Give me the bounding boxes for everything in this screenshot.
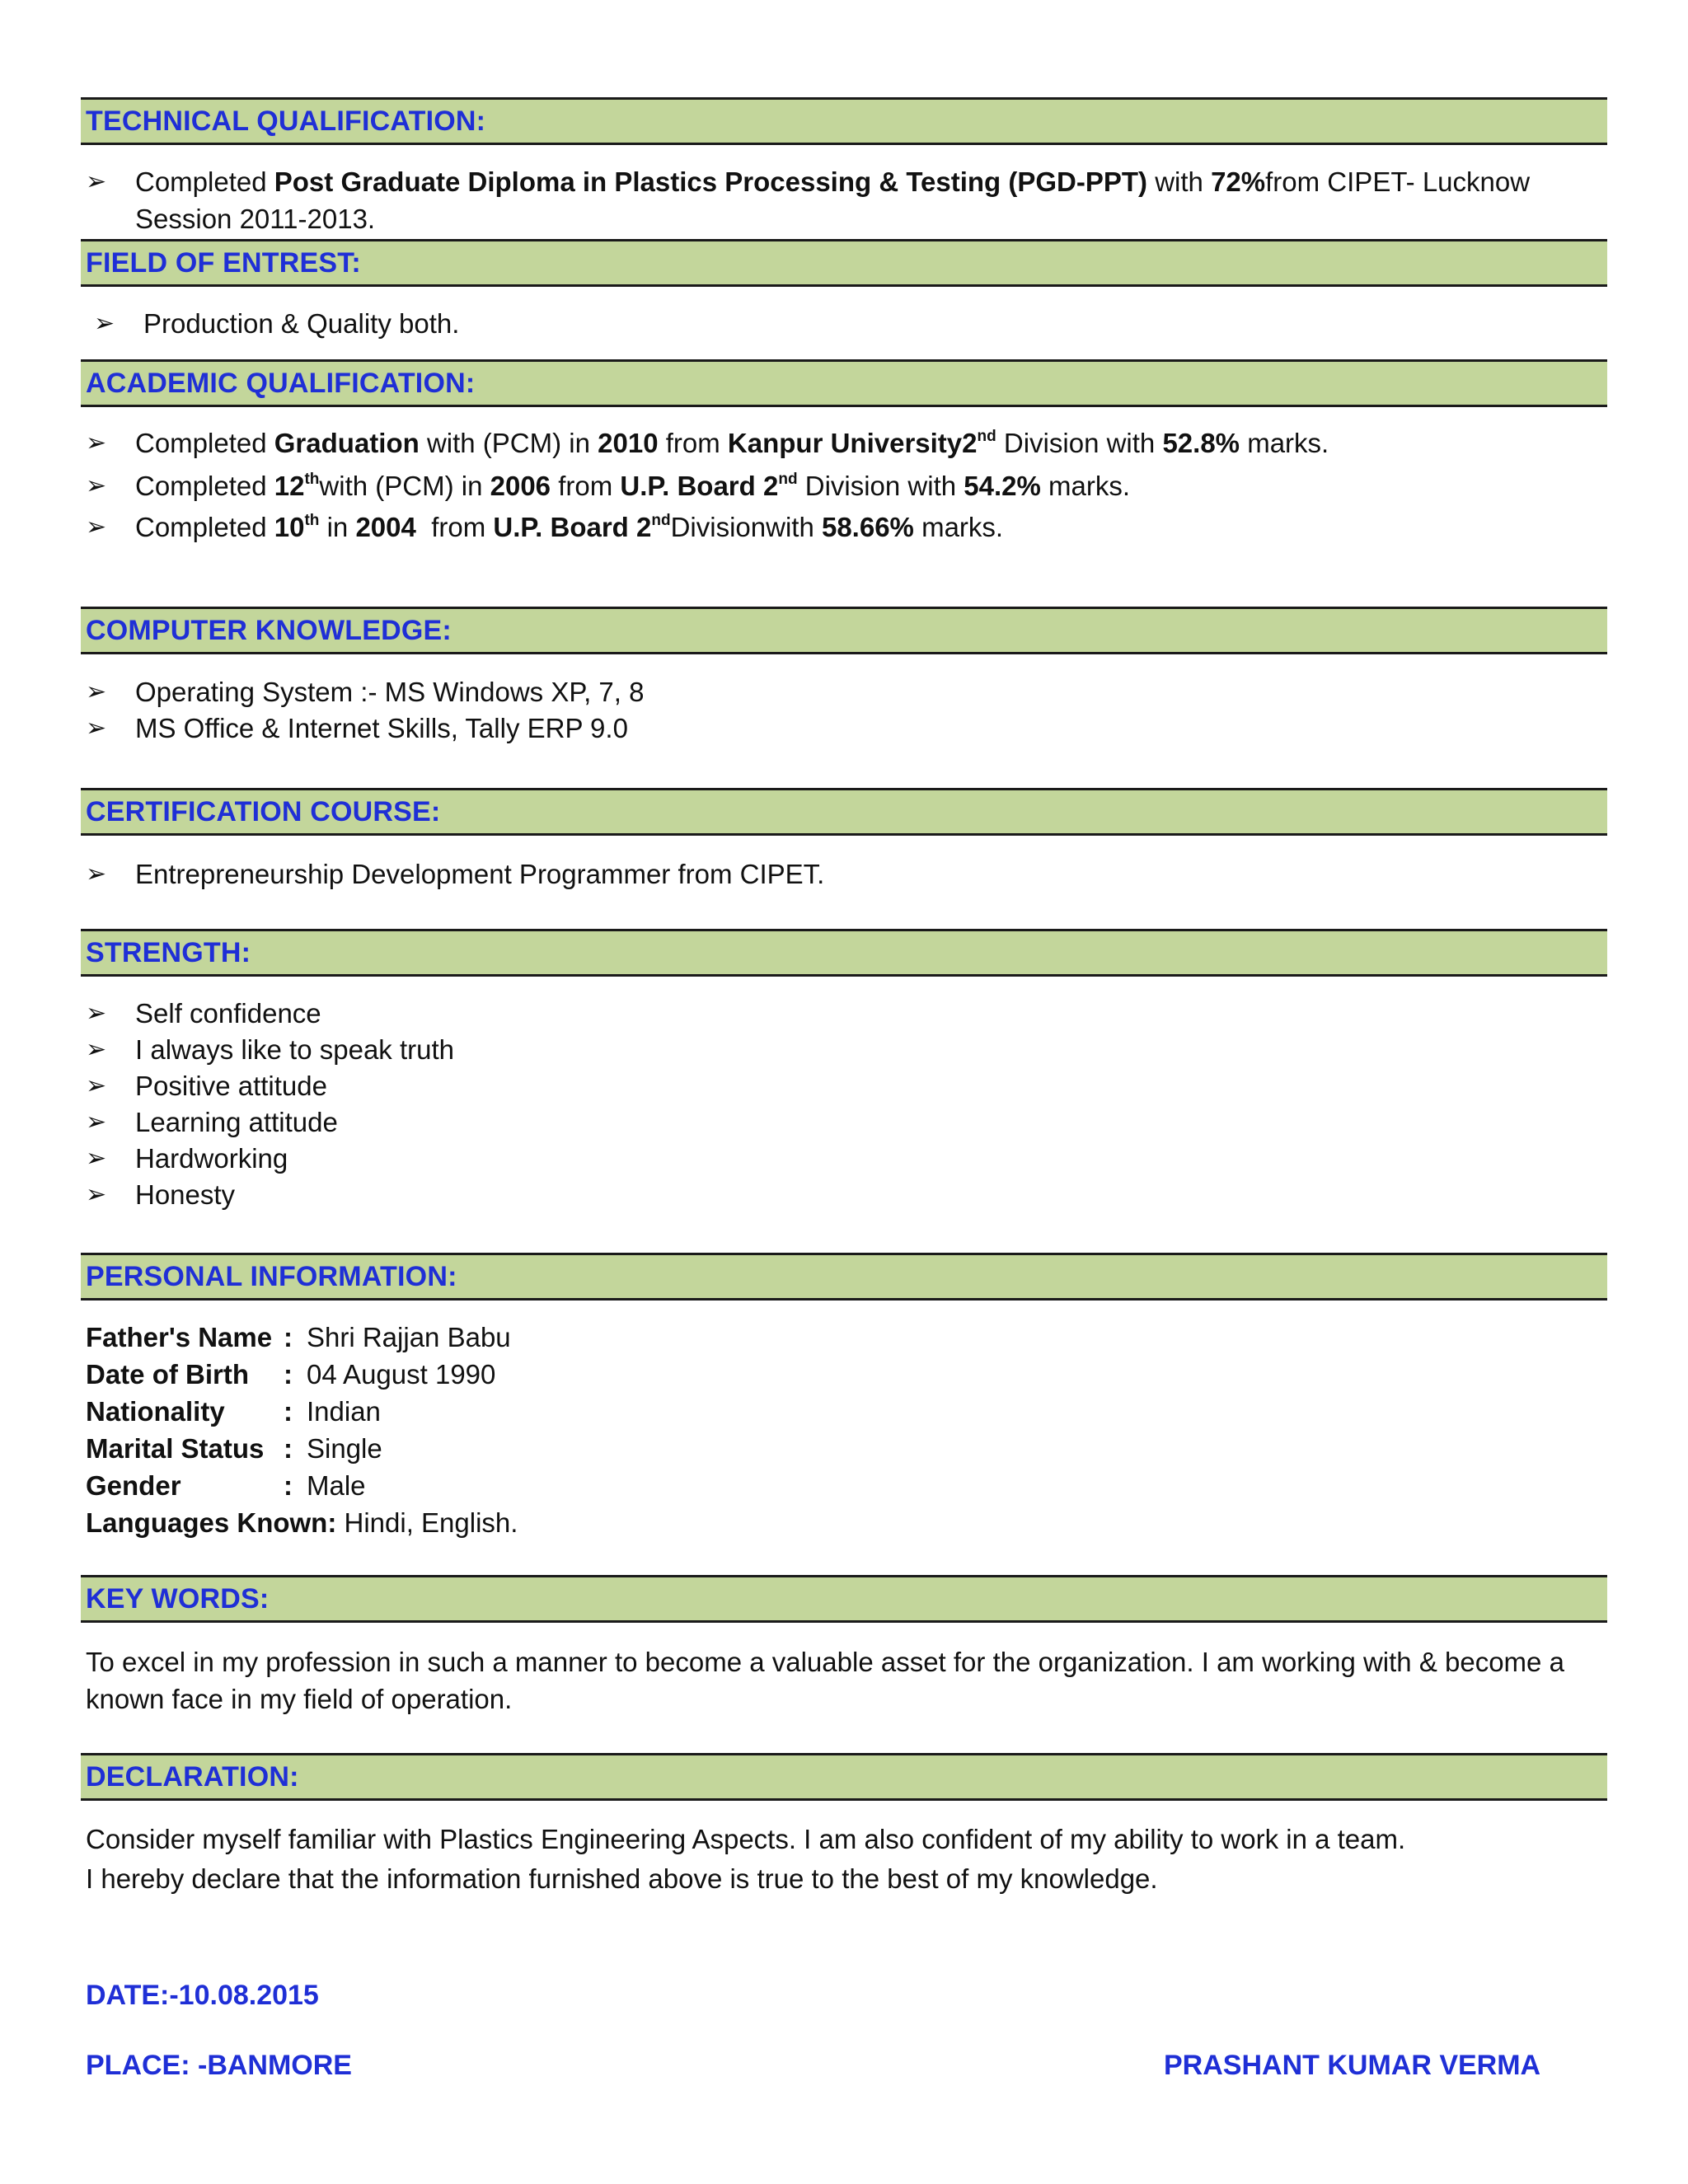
arrow-bullet-icon: ➢ bbox=[86, 168, 107, 195]
list-item: ➢ MS Office & Internet Skills, Tally ERP 9.0 bbox=[81, 710, 1607, 747]
section-title-keywords: KEY WORDS: bbox=[86, 1582, 270, 1615]
arrow-bullet-icon: ➢ bbox=[94, 310, 115, 337]
section-title-computer: COMPUTER KNOWLEDGE: bbox=[86, 614, 452, 646]
list-item: ➢ Learning attitude bbox=[81, 1104, 1607, 1141]
footer-signature-name: PRASHANT KUMAR VERMA bbox=[1164, 2050, 1541, 2081]
declaration-line: Consider myself familiar with Plastics Engineering Aspects. I am also confident of my ability to work in a team. bbox=[86, 1824, 1406, 1854]
section-title-strength: STRENGTH: bbox=[86, 936, 251, 968]
section-header-computer bbox=[81, 607, 1607, 654]
list-item: ➢ Hardworking bbox=[81, 1141, 1607, 1177]
arrow-bullet-icon: ➢ bbox=[86, 860, 107, 888]
personal-row: Marital Status : Single bbox=[86, 1433, 382, 1464]
arrow-bullet-icon: ➢ bbox=[86, 678, 107, 705]
arrow-bullet-icon: ➢ bbox=[86, 1181, 107, 1208]
section-title-certification: CERTIFICATION COURSE: bbox=[86, 795, 441, 827]
section-header-declaration bbox=[81, 1753, 1607, 1801]
list-item: ➢ Honesty bbox=[81, 1177, 1607, 1213]
arrow-bullet-icon: ➢ bbox=[86, 1000, 107, 1027]
languages-row: Languages Known: Hindi, English. bbox=[86, 1507, 518, 1538]
section-title-declaration: DECLARATION: bbox=[86, 1760, 299, 1793]
section-header-certification bbox=[81, 788, 1607, 836]
computer-block bbox=[81, 674, 1607, 747]
list-item: ➢ Operating System :- MS Windows XP, 7, 8 bbox=[81, 674, 1607, 710]
section-header-keywords bbox=[81, 1575, 1607, 1623]
section-header-technical bbox=[81, 97, 1607, 145]
personal-row: Gender : Male bbox=[86, 1470, 366, 1501]
arrow-bullet-icon: ➢ bbox=[86, 1108, 107, 1136]
academic-block bbox=[81, 424, 1607, 546]
section-header-academic bbox=[81, 359, 1607, 407]
section-header-strength bbox=[81, 929, 1607, 977]
keywords-block bbox=[81, 1643, 1607, 1718]
section-header-personal bbox=[81, 1253, 1607, 1301]
list-item: ➢ Completed Post Graduate Diploma in Plastics Processing & Testing (PGD-PPT) with 72%from CIPET- Lucknow Session 2011-2013. bbox=[81, 163, 1607, 237]
arrow-bullet-icon: ➢ bbox=[86, 513, 107, 541]
arrow-bullet-icon: ➢ bbox=[86, 429, 107, 457]
declaration-block bbox=[81, 1820, 1607, 1899]
list-item: ➢ I always like to speak truth bbox=[81, 1032, 1607, 1068]
section-header-field bbox=[81, 239, 1607, 287]
keywords-text: To excel in my profession in such a manner to become a valuable asset for the organization. I am working with & become a known face in my field of operation. bbox=[86, 1647, 1564, 1714]
arrow-bullet-icon: ➢ bbox=[86, 1072, 107, 1099]
arrow-bullet-icon: ➢ bbox=[86, 715, 107, 742]
footer-place: PLACE: -BANMORE bbox=[86, 2050, 352, 2081]
declaration-line: I hereby declare that the information furnished above is true to the best of my knowledge. bbox=[86, 1863, 1158, 1894]
footer-date: DATE:-10.08.2015 bbox=[86, 1980, 319, 2011]
technical-block bbox=[81, 163, 1607, 237]
section-title-technical: TECHNICAL QUALIFICATION: bbox=[86, 105, 486, 137]
section-title-academic: ACADEMIC QUALIFICATION: bbox=[86, 367, 476, 399]
section-title-personal: PERSONAL INFORMATION: bbox=[86, 1260, 457, 1292]
list-item: ➢ Production & Quality both. bbox=[81, 305, 1607, 342]
arrow-bullet-icon: ➢ bbox=[86, 472, 107, 499]
arrow-bullet-icon: ➢ bbox=[86, 1145, 107, 1172]
personal-row: Date of Birth : 04 August 1990 bbox=[86, 1359, 496, 1390]
section-title-field: FIELD OF ENTREST: bbox=[86, 246, 361, 279]
field-block bbox=[81, 305, 1607, 342]
list-item: ➢ Completed Graduation with (PCM) in 2010 from Kanpur University2nd Division with 52.8% marks. bbox=[81, 424, 1607, 462]
strength-block bbox=[81, 996, 1607, 1213]
arrow-bullet-icon: ➢ bbox=[86, 1036, 107, 1063]
list-item: ➢ Entrepreneurship Development Programmer from CIPET. bbox=[81, 855, 1607, 893]
list-item: ➢ Positive attitude bbox=[81, 1068, 1607, 1104]
list-item: ➢ Self confidence bbox=[81, 996, 1607, 1032]
personal-row: Father's Name : Shri Rajjan Babu bbox=[86, 1322, 511, 1352]
certification-block bbox=[81, 855, 1607, 893]
personal-block bbox=[81, 1319, 1607, 1541]
list-item: ➢ Completed 10th in 2004 from U.P. Board 2ndDivisionwith 58.66% marks. bbox=[81, 509, 1607, 546]
list-item: ➢ Completed 12thwith (PCM) in 2006 from U.P. Board 2nd Division with 54.2% marks. bbox=[81, 467, 1607, 504]
personal-row: Nationality : Indian bbox=[86, 1396, 381, 1427]
